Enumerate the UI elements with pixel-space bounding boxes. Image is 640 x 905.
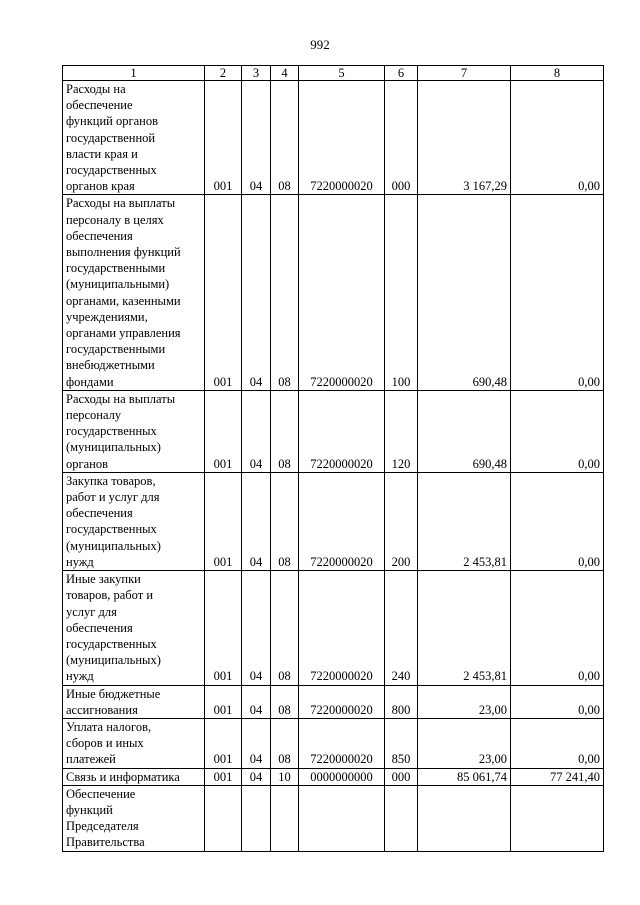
- item-name-line: государственных: [66, 163, 157, 178]
- item-name-line: обеспечения: [66, 506, 133, 521]
- expense-type-cell: 000: [385, 81, 418, 195]
- admin-code-cell: 001: [205, 81, 242, 195]
- target-article-cell: 7220000020: [299, 390, 385, 472]
- item-name-cell: [63, 718, 205, 768]
- item-name-line: Председателя: [66, 819, 139, 834]
- item-name-line: органами управления: [66, 326, 181, 341]
- item-name-line: (муниципальных): [66, 440, 161, 455]
- item-name-line: работ и услуг для: [66, 490, 160, 505]
- table-row: [63, 571, 604, 685]
- target-article-cell: 7220000020: [299, 81, 385, 195]
- item-name-line: Расходы на: [66, 82, 126, 96]
- subsection-cell: 10: [271, 768, 299, 785]
- amount-year2-cell: 0,00: [511, 390, 604, 472]
- amount-year1-cell: 690,48: [418, 390, 511, 472]
- item-name-line: выполнения функций: [66, 245, 181, 260]
- section-cell: 04: [242, 768, 271, 785]
- column-header: 8: [511, 66, 604, 81]
- subsection-cell: 08: [271, 472, 299, 570]
- target-article-cell: 7220000020: [299, 571, 385, 685]
- item-name-cell: [63, 685, 205, 718]
- amount-year1-cell: 85 061,74: [418, 768, 511, 785]
- item-name-line: Уплата налогов,: [66, 719, 152, 734]
- page-number: 992: [310, 37, 330, 52]
- item-name-line: учреждениями,: [66, 309, 148, 324]
- item-name-line: товаров, работ и: [66, 588, 154, 603]
- expense-type-cell: 240: [385, 571, 418, 685]
- item-name-line: обеспечения: [66, 620, 133, 635]
- admin-code-cell: 001: [205, 571, 242, 685]
- amount-year2-cell: 0,00: [511, 81, 604, 195]
- subsection-cell: 08: [271, 718, 299, 768]
- amount-year2-cell: 0,00: [511, 685, 604, 718]
- item-name-line: фондами: [66, 374, 114, 389]
- expense-type-cell: 100: [385, 195, 418, 390]
- expense-type-cell: 000: [385, 768, 418, 785]
- column-header: 4: [271, 66, 299, 81]
- item-name-line: государственных: [66, 636, 157, 651]
- target-article-cell: 0000000000: [299, 768, 385, 785]
- item-name-line: органов: [66, 456, 109, 471]
- expense-type-cell: 800: [385, 685, 418, 718]
- item-name-line: услуг для: [66, 604, 117, 619]
- subsection-cell: 08: [271, 685, 299, 718]
- admin-code-cell: 001: [205, 390, 242, 472]
- item-name-cell: [63, 785, 205, 851]
- table-row: [63, 390, 604, 472]
- item-name-line: государственных: [66, 424, 157, 439]
- column-header: 3: [242, 66, 271, 81]
- admin-code-cell: 001: [205, 685, 242, 718]
- table-row: [63, 785, 604, 851]
- item-name-line: органов края: [66, 179, 135, 194]
- item-name-line: Иные бюджетные: [66, 686, 161, 701]
- item-name-line: нужд: [66, 554, 94, 569]
- target-article-cell: 7220000020: [299, 718, 385, 768]
- table-row: [63, 195, 604, 390]
- section-cell: [242, 785, 271, 851]
- item-name-cell: [63, 768, 205, 785]
- item-name-line: государственной: [66, 130, 156, 145]
- amount-year2-cell: [511, 785, 604, 851]
- amount-year1-cell: 690,48: [418, 195, 511, 390]
- expense-type-cell: 120: [385, 390, 418, 472]
- item-name-line: государственными: [66, 261, 166, 276]
- amount-year1-cell: 2 453,81: [418, 472, 511, 570]
- item-name-line: Закупка товаров,: [66, 473, 156, 488]
- column-header: 1: [63, 66, 205, 81]
- subsection-cell: [271, 785, 299, 851]
- target-article-cell: 7220000020: [299, 685, 385, 718]
- admin-code-cell: [205, 785, 242, 851]
- item-name-line: платежей: [66, 752, 116, 767]
- subsection-cell: 08: [271, 81, 299, 195]
- item-name-line: внебюджетными: [66, 358, 155, 373]
- item-name-line: Расходы на выплаты: [66, 391, 176, 406]
- table-row: [63, 718, 604, 768]
- subsection-cell: 08: [271, 195, 299, 390]
- amount-year1-cell: 2 453,81: [418, 571, 511, 685]
- section-cell: 04: [242, 571, 271, 685]
- expense-type-cell: 200: [385, 472, 418, 570]
- item-name-cell: [63, 195, 205, 390]
- admin-code-cell: 001: [205, 718, 242, 768]
- section-cell: 04: [242, 195, 271, 390]
- table-row: [63, 81, 604, 195]
- item-name-cell: [63, 571, 205, 685]
- column-header: 7: [418, 66, 511, 81]
- amount-year1-cell: 3 167,29: [418, 81, 511, 195]
- item-name-cell: [63, 81, 205, 195]
- admin-code-cell: 001: [205, 472, 242, 570]
- item-name-line: ассигнования: [66, 702, 138, 717]
- item-name-line: Обеспечение: [66, 786, 136, 801]
- expense-type-cell: 850: [385, 718, 418, 768]
- item-name-line: власти края и: [66, 146, 138, 161]
- item-name-line: государственных: [66, 522, 157, 537]
- column-header: 5: [299, 66, 385, 81]
- target-article-cell: 7220000020: [299, 472, 385, 570]
- subsection-cell: 08: [271, 571, 299, 685]
- item-name-line: Иные закупки: [66, 572, 141, 587]
- section-cell: 04: [242, 718, 271, 768]
- item-name-line: Связь и информатика: [66, 769, 180, 784]
- item-name-line: Правительства: [66, 835, 145, 850]
- item-name-line: сборов и иных: [66, 736, 144, 751]
- header-row: [63, 66, 604, 81]
- target-article-cell: [299, 785, 385, 851]
- table-row: [63, 768, 604, 785]
- amount-year2-cell: 0,00: [511, 195, 604, 390]
- amount-year2-cell: 0,00: [511, 718, 604, 768]
- item-name-line: государственными: [66, 342, 166, 357]
- item-name-line: обеспечение: [66, 98, 133, 113]
- section-cell: 04: [242, 472, 271, 570]
- column-header: 2: [205, 66, 242, 81]
- item-name-line: (муниципальных): [66, 653, 161, 668]
- table-row: [63, 685, 604, 718]
- item-name-line: (муниципальными): [66, 277, 170, 292]
- item-name-line: персоналу в целях: [66, 212, 164, 227]
- item-name-line: Расходы на выплаты: [66, 196, 176, 211]
- item-name-line: персоналу: [66, 408, 122, 423]
- target-article-cell: 7220000020: [299, 195, 385, 390]
- expense-type-cell: [385, 785, 418, 851]
- admin-code-cell: 001: [205, 195, 242, 390]
- amount-year2-cell: 0,00: [511, 472, 604, 570]
- table-row: [63, 472, 604, 570]
- item-name-line: функций: [66, 802, 113, 817]
- budget-table: [62, 65, 604, 852]
- section-cell: 04: [242, 685, 271, 718]
- amount-year2-cell: 77 241,40: [511, 768, 604, 785]
- item-name-line: органами, казенными: [66, 293, 181, 308]
- amount-year2-cell: 0,00: [511, 571, 604, 685]
- item-name-line: функций органов: [66, 114, 159, 129]
- column-header: 6: [385, 66, 418, 81]
- amount-year1-cell: 23,00: [418, 685, 511, 718]
- table-body: [63, 81, 604, 852]
- section-cell: 04: [242, 390, 271, 472]
- item-name-cell: [63, 472, 205, 570]
- admin-code-cell: 001: [205, 768, 242, 785]
- item-name-cell: [63, 390, 205, 472]
- amount-year1-cell: 23,00: [418, 718, 511, 768]
- item-name-line: (муниципальных): [66, 538, 161, 553]
- subsection-cell: 08: [271, 390, 299, 472]
- section-cell: 04: [242, 81, 271, 195]
- amount-year1-cell: [418, 785, 511, 851]
- item-name-line: нужд: [66, 669, 94, 684]
- item-name-line: обеспечения: [66, 228, 133, 243]
